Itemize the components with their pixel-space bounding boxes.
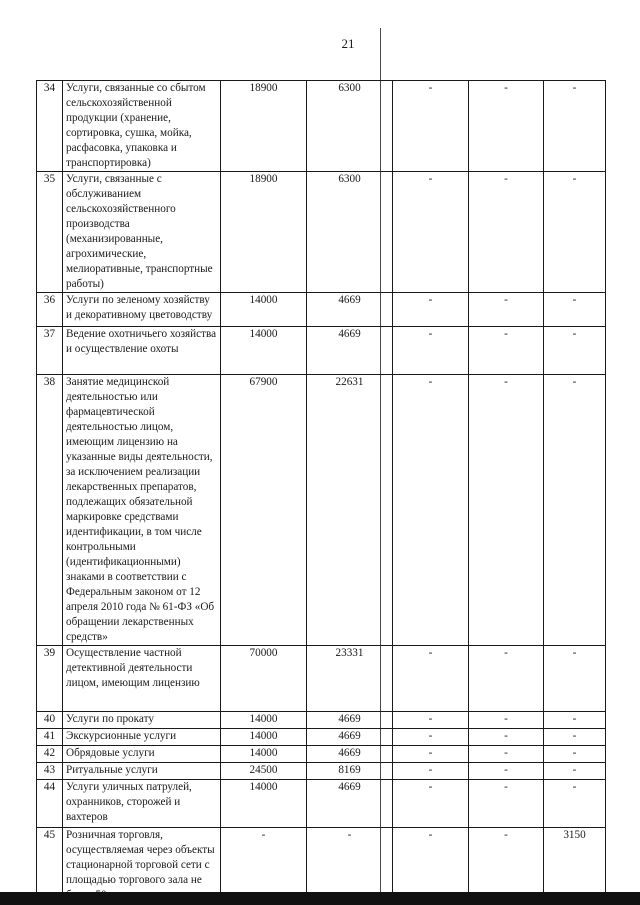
value-col-5: -: [544, 746, 606, 763]
value-col-4: -: [469, 293, 544, 327]
value-col-2: 22631: [307, 375, 393, 646]
value-col-4: -: [469, 729, 544, 746]
table-row: [37, 293, 606, 327]
value-col-2: 4669: [307, 712, 393, 729]
value-col-3: -: [393, 712, 469, 729]
service-description: Услуги, связанные со сбытом сельскохозяйственной продукции (хранение, сортировка, сушка, мойка, расфасовка, упаковка и транспортировка): [63, 81, 221, 172]
table-row: [37, 763, 606, 780]
row-number: 42: [37, 746, 63, 763]
table-row: [37, 81, 606, 172]
value-col-3: -: [393, 327, 469, 375]
value-col-2: 6300: [307, 172, 393, 293]
value-col-5: -: [544, 327, 606, 375]
service-description: Экскурсионные услуги: [63, 729, 221, 746]
value-col-5: -: [544, 172, 606, 293]
value-col-4: -: [469, 375, 544, 646]
service-description: Услуги уличных патрулей, охранников, сторожей и вахтеров: [63, 780, 221, 828]
service-description: Услуги по прокату: [63, 712, 221, 729]
row-number: 34: [37, 81, 63, 172]
value-col-1: 14000: [221, 729, 307, 746]
value-col-3: -: [393, 828, 469, 904]
tariff-table: [36, 80, 606, 904]
row-number: 43: [37, 763, 63, 780]
value-col-5: -: [544, 763, 606, 780]
service-description: Осуществление частной детективной деятельности лицом, имеющим лицензию: [63, 646, 221, 712]
value-col-2: -: [307, 828, 393, 904]
value-col-1: 14000: [221, 327, 307, 375]
row-number: 36: [37, 293, 63, 327]
value-col-1: 70000: [221, 646, 307, 712]
table-row: [37, 646, 606, 712]
value-col-1: 14000: [221, 293, 307, 327]
row-number: 39: [37, 646, 63, 712]
scan-edge-bar: [0, 892, 640, 905]
service-description: Услуги по зеленому хозяйству и декоративному цветоводству: [63, 293, 221, 327]
table-row: [37, 327, 606, 375]
value-col-3: -: [393, 646, 469, 712]
value-col-2: 4669: [307, 729, 393, 746]
value-col-4: -: [469, 172, 544, 293]
value-col-2: 4669: [307, 780, 393, 828]
value-col-3: -: [393, 763, 469, 780]
service-description: Ведение охотничьего хозяйства и осуществление охоты: [63, 327, 221, 375]
row-number: 38: [37, 375, 63, 646]
value-col-3: -: [393, 780, 469, 828]
value-col-5: -: [544, 646, 606, 712]
value-col-3: -: [393, 172, 469, 293]
value-col-1: 14000: [221, 712, 307, 729]
value-col-5: -: [544, 780, 606, 828]
table-row: [37, 780, 606, 828]
table-row: [37, 375, 606, 646]
value-col-4: -: [469, 746, 544, 763]
value-col-3: -: [393, 81, 469, 172]
value-col-2: 6300: [307, 81, 393, 172]
value-col-1: 14000: [221, 780, 307, 828]
value-col-1: 14000: [221, 746, 307, 763]
row-number: 45: [37, 828, 63, 904]
service-description: Обрядовые услуги: [63, 746, 221, 763]
value-col-3: -: [393, 729, 469, 746]
value-col-5: 3150: [544, 828, 606, 904]
row-number: 37: [37, 327, 63, 375]
value-col-2: 4669: [307, 746, 393, 763]
value-col-3: -: [393, 746, 469, 763]
table-row: [37, 172, 606, 293]
value-col-3: -: [393, 293, 469, 327]
value-col-3: -: [393, 375, 469, 646]
service-description: Ритуальные услуги: [63, 763, 221, 780]
tariff-table-body: [37, 81, 606, 904]
value-col-4: -: [469, 780, 544, 828]
value-col-1: 18900: [221, 172, 307, 293]
value-col-4: -: [469, 763, 544, 780]
service-description: Занятие медицинской деятельностью или фармацевтической деятельностью лицом, имеющим лицензию на указанные виды деятельности, за исключением реализации лекарственных препаратов, подлежащих обязательной маркировке средствами идентификации, в том числе контрольными (идентификационными) знаками в соответствии с Федеральным законом от 12 апреля 2010 года № 61-ФЗ «Об обращении лекарственных средств»: [63, 375, 221, 646]
page-number: 21: [341, 36, 355, 51]
value-col-1: 67900: [221, 375, 307, 646]
value-col-5: -: [544, 293, 606, 327]
row-number: 41: [37, 729, 63, 746]
value-col-5: -: [544, 729, 606, 746]
service-description: Розничная торговля, осуществляемая через объекты стационарной торговой сети с площадью торгового зала не: [63, 828, 221, 904]
value-col-2: 4669: [307, 327, 393, 375]
value-col-1: 24500: [221, 763, 307, 780]
value-col-1: -: [221, 828, 307, 904]
value-col-2: 23331: [307, 646, 393, 712]
value-col-4: -: [469, 712, 544, 729]
value-col-5: -: [544, 81, 606, 172]
value-col-4: -: [469, 327, 544, 375]
value-col-4: -: [469, 81, 544, 172]
value-col-1: 18900: [221, 81, 307, 172]
value-col-2: 8169: [307, 763, 393, 780]
table-row: [37, 712, 606, 729]
value-col-4: -: [469, 646, 544, 712]
value-col-4: -: [469, 828, 544, 904]
row-number: 40: [37, 712, 63, 729]
table-row: [37, 746, 606, 763]
row-number: 35: [37, 172, 63, 293]
value-col-5: -: [544, 712, 606, 729]
value-col-2: 4669: [307, 293, 393, 327]
service-description: Услуги, связанные с обслуживанием сельскохозяйственного производства (механизированные, агрохимические, мелиоративные, транспортные работы): [63, 172, 221, 293]
value-col-5: -: [544, 375, 606, 646]
table-row: [37, 729, 606, 746]
row-number: 44: [37, 780, 63, 828]
